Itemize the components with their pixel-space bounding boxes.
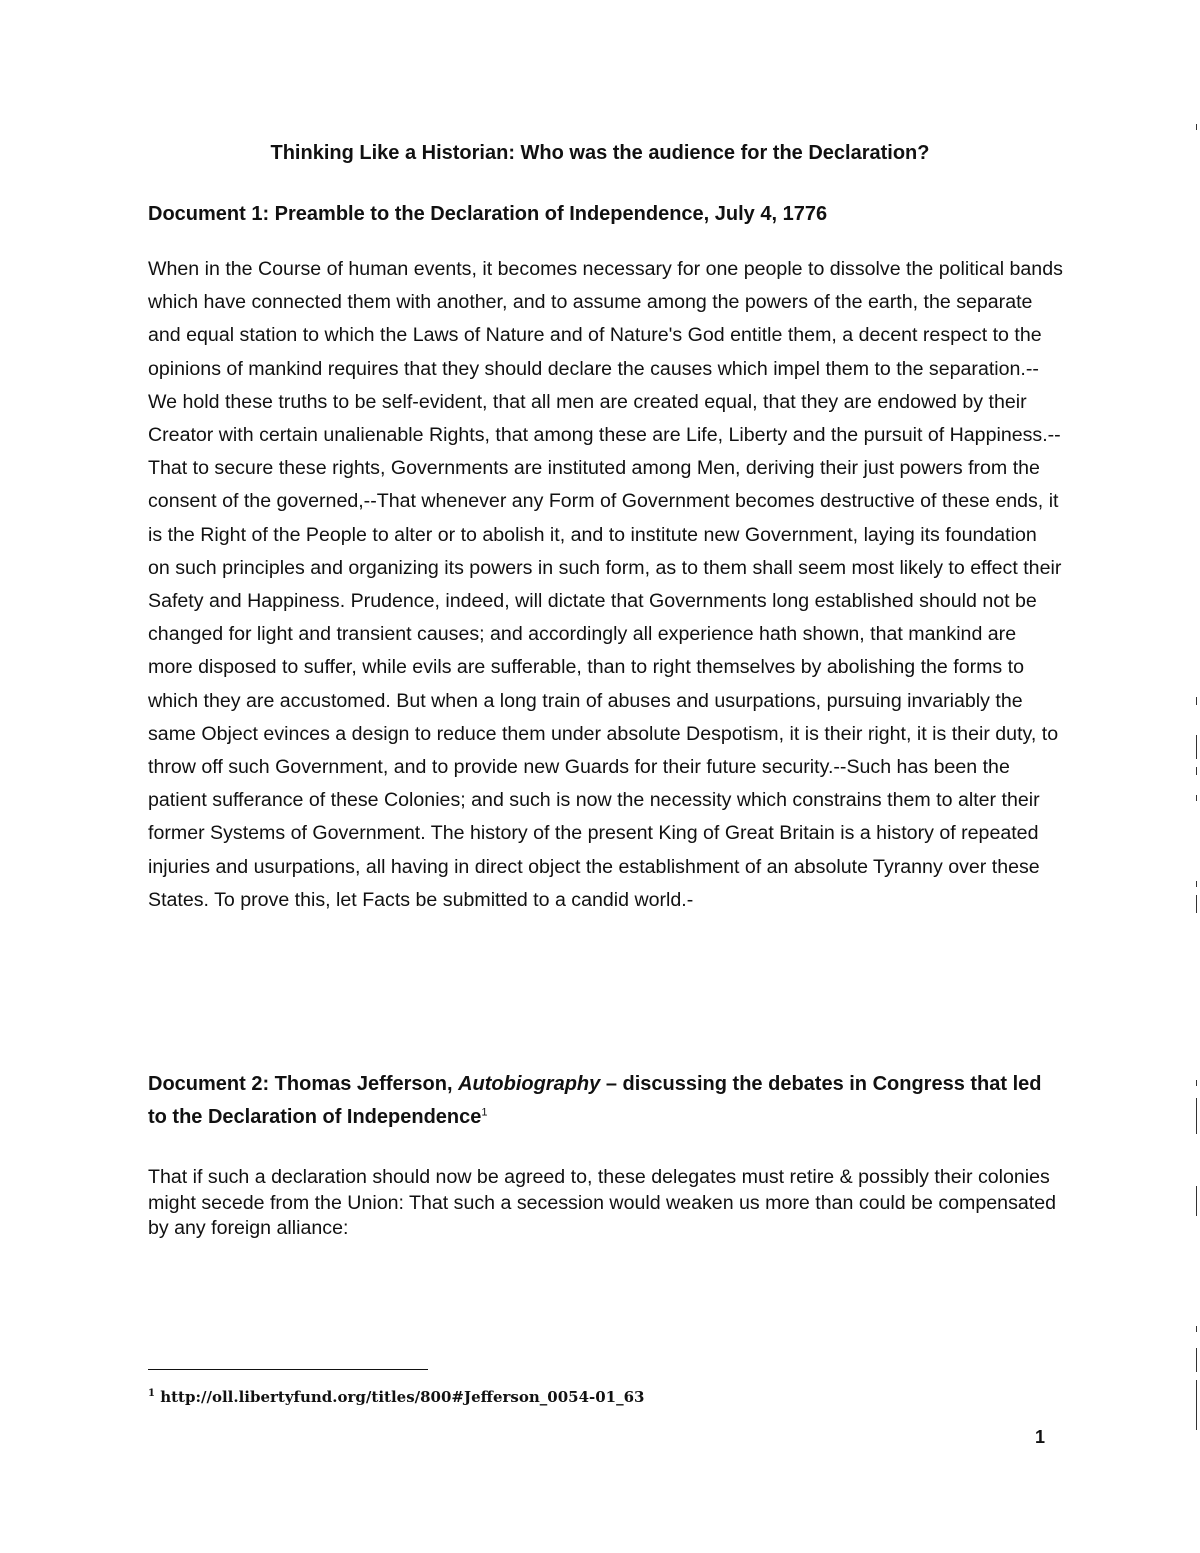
edge-mark bbox=[1196, 895, 1197, 913]
footnote-marker: 1 bbox=[148, 1388, 155, 1399]
edge-mark bbox=[1196, 1326, 1197, 1332]
document-2-heading bbox=[148, 1068, 1058, 1134]
edge-mark bbox=[1196, 795, 1197, 801]
document-2-heading-title: Autobiography bbox=[458, 1073, 601, 1095]
footnote-divider bbox=[148, 1369, 428, 1370]
footnote-link[interactable]: http://oll.libertyfund.org/titles/800#Jefferson_0054-01_63 bbox=[160, 1388, 645, 1406]
edge-mark bbox=[1196, 1186, 1197, 1216]
document-2-heading-suffix: – discussing the debates in Congress that led to the Declaration of Independence bbox=[148, 1073, 1042, 1128]
edge-mark bbox=[1196, 1080, 1197, 1086]
page-title: Thinking Like a Historian: Who was the audience for the Declaration? bbox=[270, 142, 930, 164]
document-2-heading-prefix: Document 2: Thomas Jefferson, bbox=[148, 1073, 459, 1095]
footnote bbox=[148, 1386, 644, 1408]
edge-mark bbox=[1196, 767, 1197, 775]
edge-mark bbox=[1196, 1098, 1197, 1134]
page-number: 1 bbox=[1035, 1427, 1046, 1447]
edge-mark bbox=[1196, 697, 1197, 705]
footnote-reference[interactable]: 1 bbox=[481, 1106, 488, 1119]
edge-mark bbox=[1196, 1348, 1197, 1372]
edge-mark bbox=[1196, 1380, 1197, 1430]
document-1-heading: Document 1: Preamble to the Declaration of Independence, July 4, 1776 bbox=[148, 203, 828, 225]
document-2-text: That if such a declaration should now be agreed to, these delegates must retire & possibly their colonies might secede from the Union: That such a secession would weaken us more than could be compensated by any foreign alliance: bbox=[148, 1166, 1056, 1240]
edge-mark bbox=[1196, 735, 1197, 759]
document-1-text: When in the Course of human events, it becomes necessary for one people to dissolve the political bands which have connected them with another, and to assume among the powers of the earth, the separate and equal station to which the Laws of Nature and of Nature's God entitle them, a decent respect to the opinions of mankind requires that they should declare the causes which impel them to the separation.--We hold these truths to be self-evident, that all men are created equal, that they are endowed by their Creator with certain unalienable Rights, that among these are Life, Liberty and the pursuit of Happiness.--That to secure these rights, Governments are instituted among Men, deriving their just powers from the consent of the governed,--That whenever any Form of Government becomes destructive of these ends, it is the Right of the People to alter or to abolish it, and to institute new Government, laying its foundation on such principles and organizing its powers in such form, as to them shall seem most likely to effect their Safety and Happiness. Prudence, indeed, will dictate that Governments long established should not be changed for light and transient causes; and accordingly all experience hath shown, that mankind are more disposed to suffer, while evils are sufferable, than to right themselves by abolishing the forms to which they are accustomed. But when a long train of abuses and usurpations, pursuing invariably the same Object evinces a design to reduce them under absolute Despotism, it is their right, it is their duty, to throw off such Government, and to provide new Guards for their future security.--Such has been the patient sufferance of these Colonies; and such is now the necessity which constrains them to alter their former Systems of Government. The history of the present King of Great Britain is a history of repeated injuries and usurpations, all having in direct object the establishment of an absolute Tyranny over these States. To prove this, let Facts be submitted to a candid world.- bbox=[148, 258, 1063, 911]
edge-mark bbox=[1196, 881, 1197, 887]
edge-mark bbox=[1196, 124, 1197, 130]
